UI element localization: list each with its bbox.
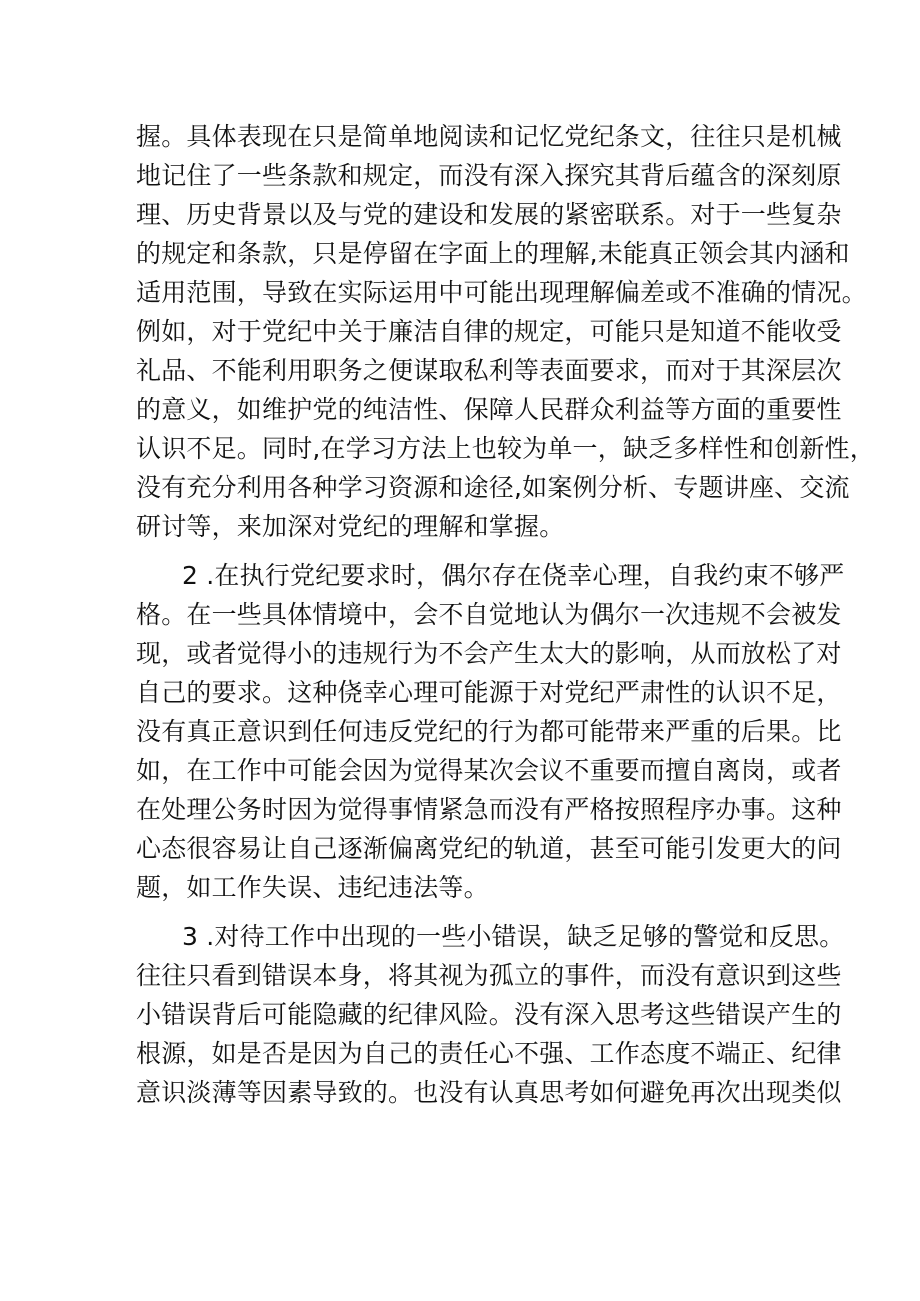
text-line: 礼品、不能利用职务之便谋取私利等表面要求，而对于其深层次 <box>136 356 842 385</box>
text-line: 现，或者觉得小的违规行为不会产生太大的影响，从而放松了对 <box>136 639 842 668</box>
text-line: 地记住了一些条款和规定，而没有深入探究其背后蕴含的深刻原 <box>136 161 842 190</box>
text-line: 认识不足。同时,在学习方法上也较为单一，缺乏多样性和创新性， <box>136 434 875 463</box>
text-line: 心态很容易让自己逐渐偏离党纪的轨道，甚至可能引发更大的问 <box>136 834 842 863</box>
text-line: 往往只看到错误本身，将其视为孤立的事件，而没有意识到这些 <box>136 961 842 990</box>
text-line: 自己的要求。这种侥幸心理可能源于对党纪严肃性的认识不足， <box>136 678 842 707</box>
text-line: 理、历史背景以及与党的建设和发展的紧密联系。对于一些复杂 <box>136 200 842 229</box>
text-line: 在处理公务时因为觉得事情紧急而没有严格按照程序办事。这种 <box>136 795 842 824</box>
text-line: 2 .在执行党纪要求时，偶尔存在侥幸心理，自我约束不够严 <box>182 561 845 590</box>
text-line: 根源，如是否是因为自己的责任心不强、工作态度不端正、纪律 <box>136 1039 842 1068</box>
text-line: 小错误背后可能隐藏的纪律风险。没有深入思考这些错误产生的 <box>136 1000 842 1029</box>
text-line: 的规定和条款，只是停留在字面上的理解,未能真正领会其内涵和 <box>136 239 850 268</box>
text-line: 题，如工作失误、违纪违法等。 <box>136 873 489 902</box>
text-line: 没有充分利用各种学习资源和途径,如案例分析、专题讲座、交流 <box>136 473 850 502</box>
text-line: 的意义，如维护党的纯洁性、保障人民群众利益等方面的重要性 <box>136 395 842 424</box>
text-line: 意识淡薄等因素导致的。也没有认真思考如何避免再次出现类似 <box>136 1078 842 1107</box>
text-line: 研讨等，来加深对党纪的理解和掌握。 <box>136 512 565 541</box>
text-line: 没有真正意识到任何违反党纪的行为都可能带来严重的后果。比 <box>136 717 842 746</box>
text-line: 格。在一些具体情境中，会不自觉地认为偶尔一次违规不会被发 <box>136 600 842 629</box>
text-line: 适用范围，导致在实际运用中可能出现理解偏差或不准确的情况。 <box>136 278 867 307</box>
text-line: 例如，对于党纪中关于廉洁自律的规定，可能只是知道不能收受 <box>136 317 842 346</box>
text-line: 3 .对待工作中出现的一些小错误，缺乏足够的警觉和反思。 <box>182 922 845 951</box>
text-line: 握。具体表现在只是简单地阅读和记忆党纪条文，往往只是机械 <box>136 122 842 151</box>
text-line: 如，在工作中可能会因为觉得某次会议不重要而擅自离岗，或者 <box>136 756 842 785</box>
